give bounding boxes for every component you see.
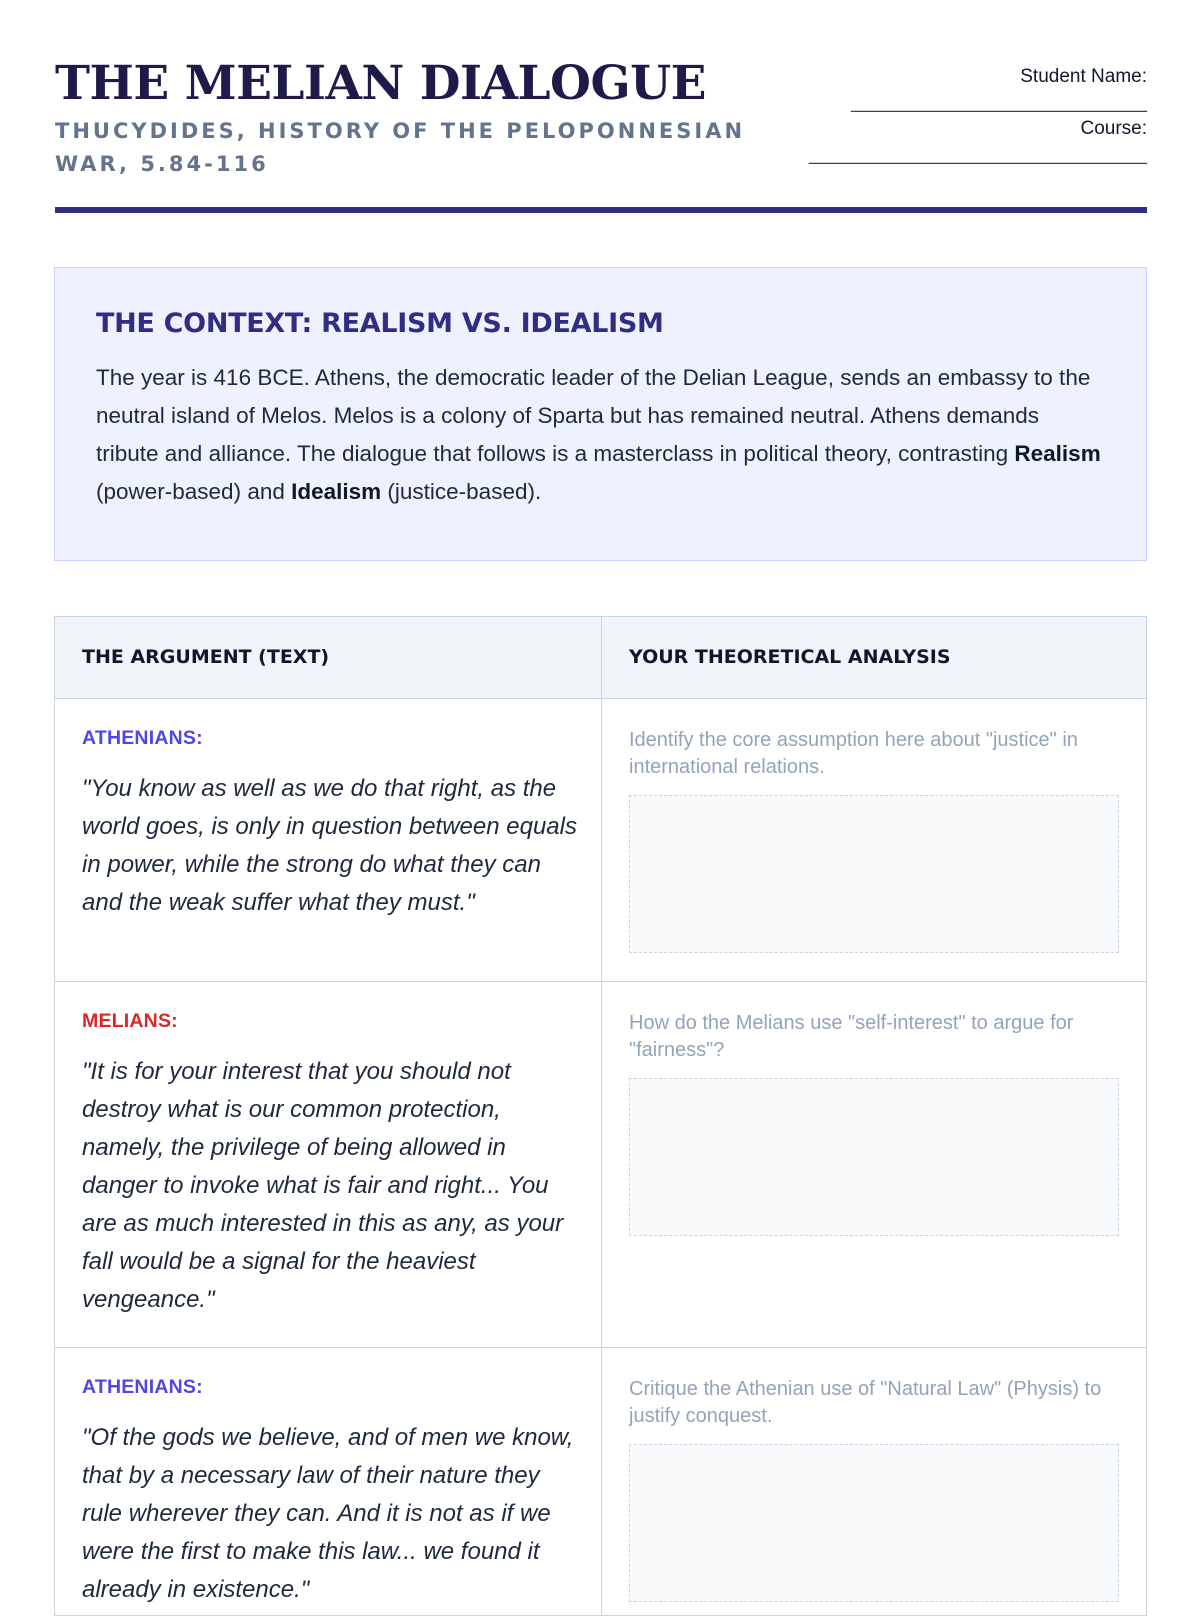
speaker-label: MELIANS: <box>82 1010 178 1032</box>
student-name-field[interactable]: ____________________________ <box>851 92 1147 113</box>
analysis-answer-box[interactable] <box>629 1444 1119 1602</box>
argument-quote: "It is for your interest that you should not destroy what is our common protection, namely, the privilege of being allowed in danger to invoke what is fair and right... You are as much interested in this as any, as your fall would be a signal for the heaviest vengeance." <box>82 1058 564 1313</box>
page-title: THE MELIAN DIALOGUE <box>55 56 706 111</box>
table-row <box>55 699 1146 982</box>
analysis-prompt: How do the Melians use "self-interest" to argue for "fairness"? <box>629 1012 1074 1061</box>
argument-cell <box>55 982 602 1347</box>
term-realism: Realism <box>1014 441 1101 466</box>
analysis-prompt: Critique the Athenian use of "Natural Law" (Physis) to justify conquest. <box>629 1378 1102 1427</box>
argument-cell <box>55 1348 602 1616</box>
course-field[interactable]: ________________________________ <box>808 144 1147 165</box>
context-text-end: (justice-based). <box>381 479 542 504</box>
table-row <box>55 1348 1146 1616</box>
page-subtitle: THUCYDIDES, HISTORY OF THE PELOPONNESIAN WAR, 5.84-116 <box>55 119 746 176</box>
analysis-cell <box>602 982 1146 1347</box>
context-text <box>96 359 1106 511</box>
analysis-table <box>54 616 1147 1616</box>
speaker-label: ATHENIANS: <box>82 727 203 749</box>
page-header <box>55 0 1147 218</box>
speaker-label: ATHENIANS: <box>82 1376 203 1398</box>
table-header <box>55 617 1146 699</box>
analysis-answer-box[interactable] <box>629 1078 1119 1236</box>
column-header-argument: THE ARGUMENT (TEXT) <box>55 617 602 698</box>
context-text-middle: (power-based) and <box>96 479 292 504</box>
course-label: Course: <box>1080 118 1147 139</box>
student-name-label: Student Name: <box>1020 66 1147 87</box>
context-text-intro: The year is 416 BCE. Athens, the democratic leader of the Delian League, sends an embassy to the neutral island of Melos. Melos is a colony of Sparta but has remained neutral. Athens demands tribute and alliance. The dialogue that follows is a masterclass in political theory, contrasting <box>96 365 1091 466</box>
analysis-cell <box>602 1348 1146 1616</box>
context-heading: THE CONTEXT: REALISM VS. IDEALISM <box>96 308 664 339</box>
analysis-cell <box>602 699 1146 981</box>
analysis-answer-box[interactable] <box>629 795 1119 953</box>
argument-quote: "You know as well as we do that right, as the world goes, is only in question between equals in power, while the strong do what they can and the weak suffer what they must." <box>82 775 577 916</box>
analysis-prompt: Identify the core assumption here about "justice" in international relations. <box>629 729 1078 778</box>
argument-cell <box>55 699 602 981</box>
header-divider <box>55 207 1147 213</box>
student-info <box>767 64 1147 168</box>
term-idealism: Idealism <box>291 479 382 504</box>
argument-quote: "Of the gods we believe, and of men we know, that by a necessary law of their nature they rule wherever they can. And it is not as if we were the first to make this law... we found it already in existence." <box>82 1424 574 1603</box>
column-header-analysis: YOUR THEORETICAL ANALYSIS <box>629 646 951 668</box>
context-box <box>54 267 1147 561</box>
table-row <box>55 982 1146 1348</box>
